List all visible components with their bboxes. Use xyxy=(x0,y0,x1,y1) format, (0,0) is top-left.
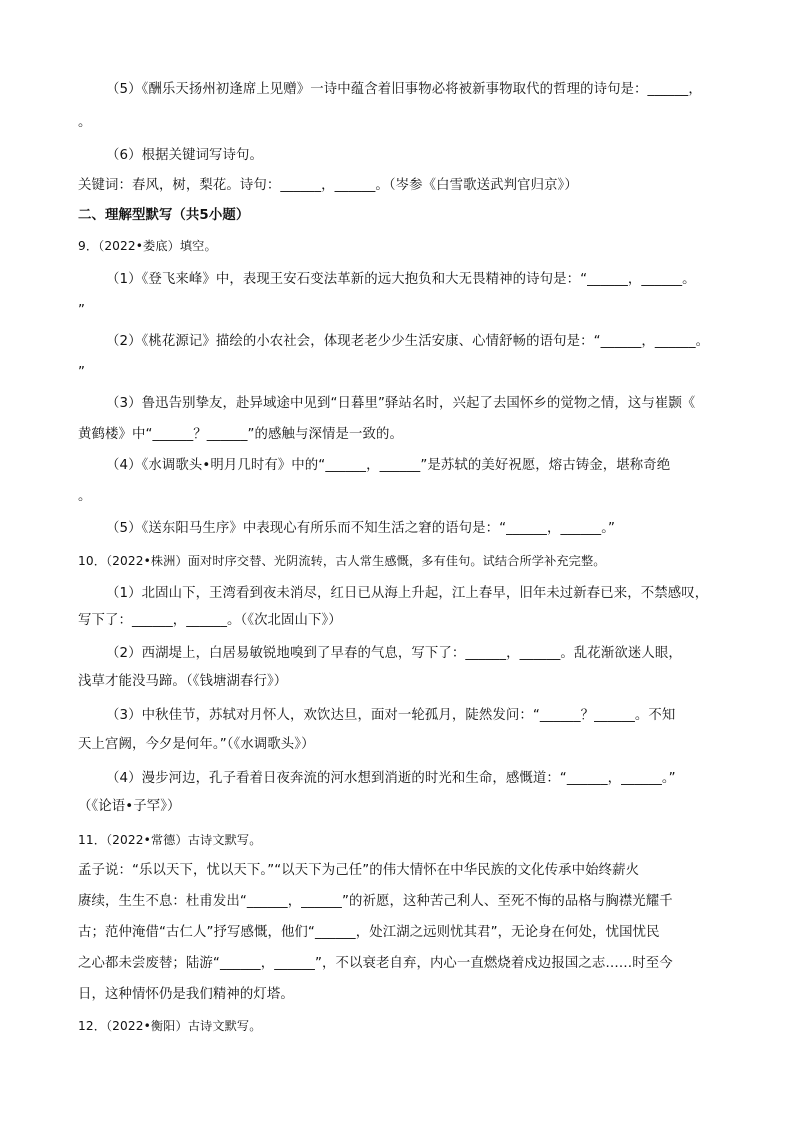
q9-title: 9．（2022•娄底）填空。 xyxy=(78,239,217,253)
q9-4-line1: （4）《水调歌头•明月几时有》中的“______，______”是苏轼的美好祝愿，熔古铸金，堪称奇绝 xyxy=(106,458,671,473)
section-heading: 二、理解型默写（共5小题） xyxy=(78,208,250,223)
q10-2-line2: 浅草才能没马蹄。（《钱塘湖春行》） xyxy=(78,674,288,689)
q9-3-line1: （3）鲁迅告别挚友，赴异域途中见到“日暮里”驿站名时，兴起了去国怀乡的觉物之情，这与崔颢《 xyxy=(106,396,696,411)
q10-title: 10．（2022•株洲）面对时序交替、光阴流转，古人常生感慨，多有佳句。试结合所学补充完整。 xyxy=(78,554,606,568)
q10-3-line1: （3）中秋佳节，苏轼对月怀人，欢饮达旦，面对一轮孤月，陡然发问：“______？______。不知 xyxy=(106,708,676,723)
q10-4-line1: （4）漫步河边，孔子看着日夜奔流的河水想到消逝的时光和生命，感慨道：“______，______。” xyxy=(106,771,676,786)
q10-1-line2: 写下了：______，______。（《次北固山下》） xyxy=(78,613,342,628)
q9-4-line2: 。 xyxy=(78,489,92,504)
q9-2-line1: （2）《桃花源记》描绘的小农社会，体现老老少少生活安康、心情舒畅的语句是：“______，______。 xyxy=(106,334,710,349)
q10-1-line1: （1）北固山下，王湾看到夜未消尽，红日已从海上升起，江上春早，旧年未过新春已来，不禁感叹， xyxy=(106,586,709,601)
q11-para-line5: 日，这种情怀仍是我们精神的灯塔。 xyxy=(78,987,294,1002)
q9-5-line1: （5）《送东阳马生序》中表现心有所乐而不知生活之窘的语句是：“______，______。” xyxy=(106,521,616,536)
q9-1-line1: （1）《登飞来峰》中，表现王安石变法革新的远大抱负和大无畏精神的诗句是：“______，______。 xyxy=(106,272,696,287)
q11-para-line4: 之心都未尝废替；陆游“______，______”，不以衰老自弃，内心一直燃烧着戍边报国之志……时至今 xyxy=(78,956,673,971)
q10-2-line1: （2）西湖堤上，白居易敏锐地嗅到了早春的气息，写下了：______，______。乱花渐欲迷人眼， xyxy=(106,646,682,661)
q9-2-line2: ” xyxy=(78,365,86,380)
q11-para-line2: 赓续，生生不息：杜甫发出“______，______”的祈愿，这种苦己利人、至死不悔的品格与胸襟光耀千 xyxy=(78,894,673,909)
q9-1-line2: ” xyxy=(78,303,86,318)
q11-title: 11．（2022•常德）古诗文默写。 xyxy=(78,833,262,847)
q10-3-line2: 天上宫阙，今夕是何年。”（《水调歌头》） xyxy=(78,737,315,752)
q8-6-line2: 关键词：春风，树，梨花。诗句：______，______。（岑参《白雪歌送武判官归京》） xyxy=(78,178,578,193)
q11-para-line3: 古；范仲淹借“古仁人”抒写感慨，他们“______，处江湖之远则忧其君”，无论身在何处，忧国忧民 xyxy=(78,925,660,940)
q8-5-line2: 。 xyxy=(78,115,92,130)
q11-para-line1: 孟子说：“乐以天下，忧以天下。”“以天下为己任”的伟大情怀在中华民族的文化传承中始终薪火 xyxy=(78,863,640,878)
q8-6-line1: （6）根据关键词写诗句。 xyxy=(106,148,264,163)
q9-3-line2: 黄鹤楼》中“______？______”的感触与深情是一致的。 xyxy=(78,427,403,442)
q8-5-line1: （5）《酬乐天扬州初逢席上见赠》一诗中蕴含着旧事物必将被新事物取代的哲理的诗句是：______， xyxy=(106,82,702,97)
q12-title: 12．（2022•衡阳）古诗文默写。 xyxy=(78,1019,262,1033)
q10-4-line2: （《论语•子罕》） xyxy=(78,799,181,814)
